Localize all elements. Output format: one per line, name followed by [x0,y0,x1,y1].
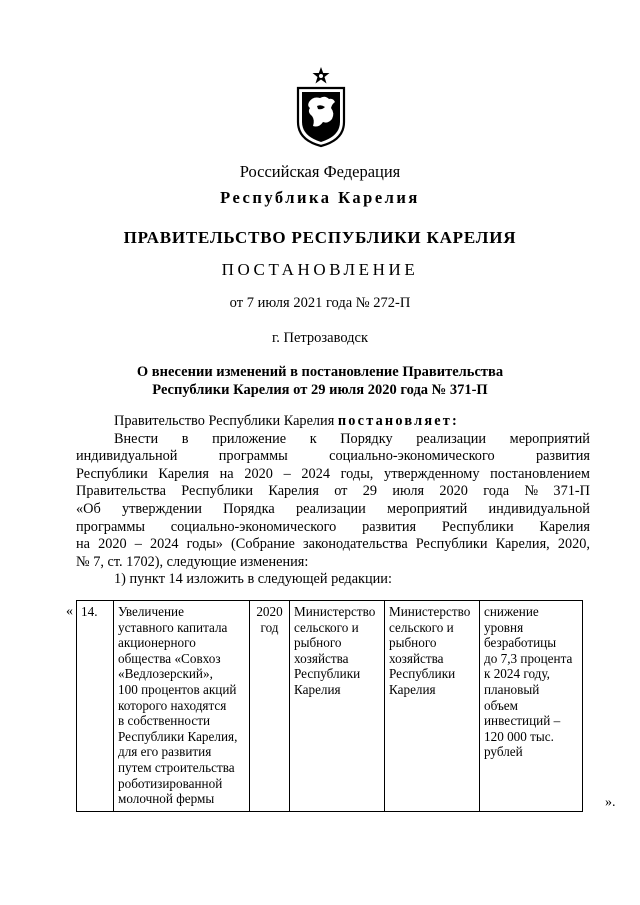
cell-coexecutor [385,601,480,812]
cell-line: хозяйства [294,650,349,666]
paragraph-line [76,519,590,537]
word: программы [76,518,146,535]
word: 29 [362,483,378,500]
table-row [77,601,583,812]
cell-line: в собственности [118,713,211,729]
cell-line: рублей [484,744,523,760]
cell-line: для его развития [118,744,212,760]
word: Порядка [223,500,275,517]
cell-line: Республики [294,666,361,682]
word: – [134,536,142,553]
word: годы» [186,536,223,553]
cell-executor [290,601,385,812]
intro-prefix: Правительство Республики Карелия [114,413,338,429]
word: – [283,465,291,482]
karelia-coat-of-arms-icon [295,66,347,148]
decree-date-number: от 7 июля 2021 года № 272-П [229,295,411,311]
word: июля [392,483,425,500]
cell-line: Министерство [294,604,376,619]
word: программы [218,448,288,465]
cell-line: Карелия [389,681,436,697]
word: Карелия, [495,536,550,553]
word: 2020, [557,536,590,553]
cell-line: уровня [484,619,524,635]
cell-line: «Ведлозерский», [118,666,213,682]
word: Республики [76,465,148,482]
word: на [76,536,90,553]
paragraph-line [76,483,590,501]
document-type: ПОСТАНОВЛЕНИЕ [221,260,419,279]
word: приложение [212,430,287,447]
intro-line [76,413,590,431]
word: 2024 [149,536,179,553]
word: в [181,430,189,447]
cell-line: роботизированной [118,775,223,791]
word: 2020 [439,483,468,500]
word: Республики [415,536,488,553]
word: «Об [76,500,101,517]
cell-year [250,601,290,812]
quote-open: « [66,604,73,619]
cell-line: рыбного [389,635,437,651]
word: утвержденному [384,465,480,482]
word: Карелия [539,518,590,535]
word: реализации [416,430,487,447]
title-line: Республики Карелия от 29 июля 2020 года № 371-П [152,382,488,398]
word: годы, [340,465,374,482]
cell-line: 120 000 тыс. [484,728,554,744]
word: реализации [295,500,366,517]
country-name: Российская Федерация [239,162,401,181]
cell-result [480,601,583,812]
paragraph-line [76,448,590,466]
quote-close: ». [605,795,616,810]
government-heading: ПРАВИТЕЛЬСТВО РЕСПУБЛИКИ КАРЕЛИЯ [123,228,517,247]
cell-line: Карелия [294,681,341,697]
word: Правительства [76,483,166,500]
word: индивидуальной [76,448,178,465]
cell-line: инвестиций – [484,713,561,729]
cell-line: до 7,3 процента [484,650,573,666]
word: (Собрание [231,536,295,553]
cell-line: к 2024 году, [484,666,550,682]
cell-line: плановый [484,681,540,697]
cell-line: Республики [389,666,456,682]
cell-line: 2020 [256,604,283,619]
word: постановлением [490,465,590,482]
paragraph-last-line: № 7, ст. 1702), следующие изменения: [76,553,309,570]
word: Карелия [268,483,319,500]
cell-line: безработицы [484,635,557,651]
word: законодательства [302,536,408,553]
word: утверждении [121,500,202,517]
justified-paragraph [76,431,590,554]
cell-number: 14. [77,601,114,812]
cell-line: которого находятся [118,697,227,713]
word: 371-П [553,483,590,500]
cell-line: Министерство [389,604,471,619]
cell-line: год [260,619,279,635]
cell-line: уставного капитала [118,619,228,635]
word: развития [362,518,417,535]
document-title [0,363,640,399]
paragraph-line [76,431,590,449]
cell-line: молочной фермы [118,791,215,807]
cell-line: путем строительства [118,759,235,775]
cell-line: хозяйства [389,650,444,666]
word: мероприятий [387,500,468,517]
cell-line: объем [484,697,518,713]
cell-description [114,601,250,812]
word: года [483,483,510,500]
item-1: 1) пункт 14 изложить в следующей редакции: [114,571,392,588]
word: Внести [114,430,159,447]
republic-name: Республика Карелия [220,188,420,207]
word: социально-экономического [329,448,495,465]
cell-line: 100 процентов акций [118,681,237,697]
cell-line: общества «Совхоз [118,650,221,666]
cell-line: сельского и [294,619,359,635]
amendment-table [76,600,583,812]
word: Порядку [340,430,393,447]
cell-line: Республики Карелия, [118,728,238,744]
city-name: г. Петрозаводск [271,330,369,346]
cell-line: рыбного [294,635,342,651]
word: 2024 [301,465,330,482]
cell-line: Увеличение [118,604,184,619]
word: Республики [441,518,514,535]
word: развития [535,448,590,465]
word: социально-экономического [170,518,337,535]
paragraph-line [76,466,590,484]
word: Карелия [158,465,209,482]
word: 2020 [244,465,273,482]
paragraph-line [76,501,590,519]
word: № [524,483,539,500]
word: индивидуальной [488,500,590,517]
title-line: О внесении изменений в постановление Правительства [136,364,504,380]
paragraph-line [76,536,590,554]
word: 2020 [98,536,127,553]
cell-line: акционерного [118,635,196,651]
word: мероприятий [509,430,590,447]
cell-line: сельского и [389,619,454,635]
intro-action: постановляет: [337,413,459,429]
word: на [219,465,234,482]
cell-line: снижение [484,604,539,619]
word: Республики [181,483,254,500]
word: от [334,483,348,500]
decree-body [76,413,590,589]
word: к [309,430,317,447]
